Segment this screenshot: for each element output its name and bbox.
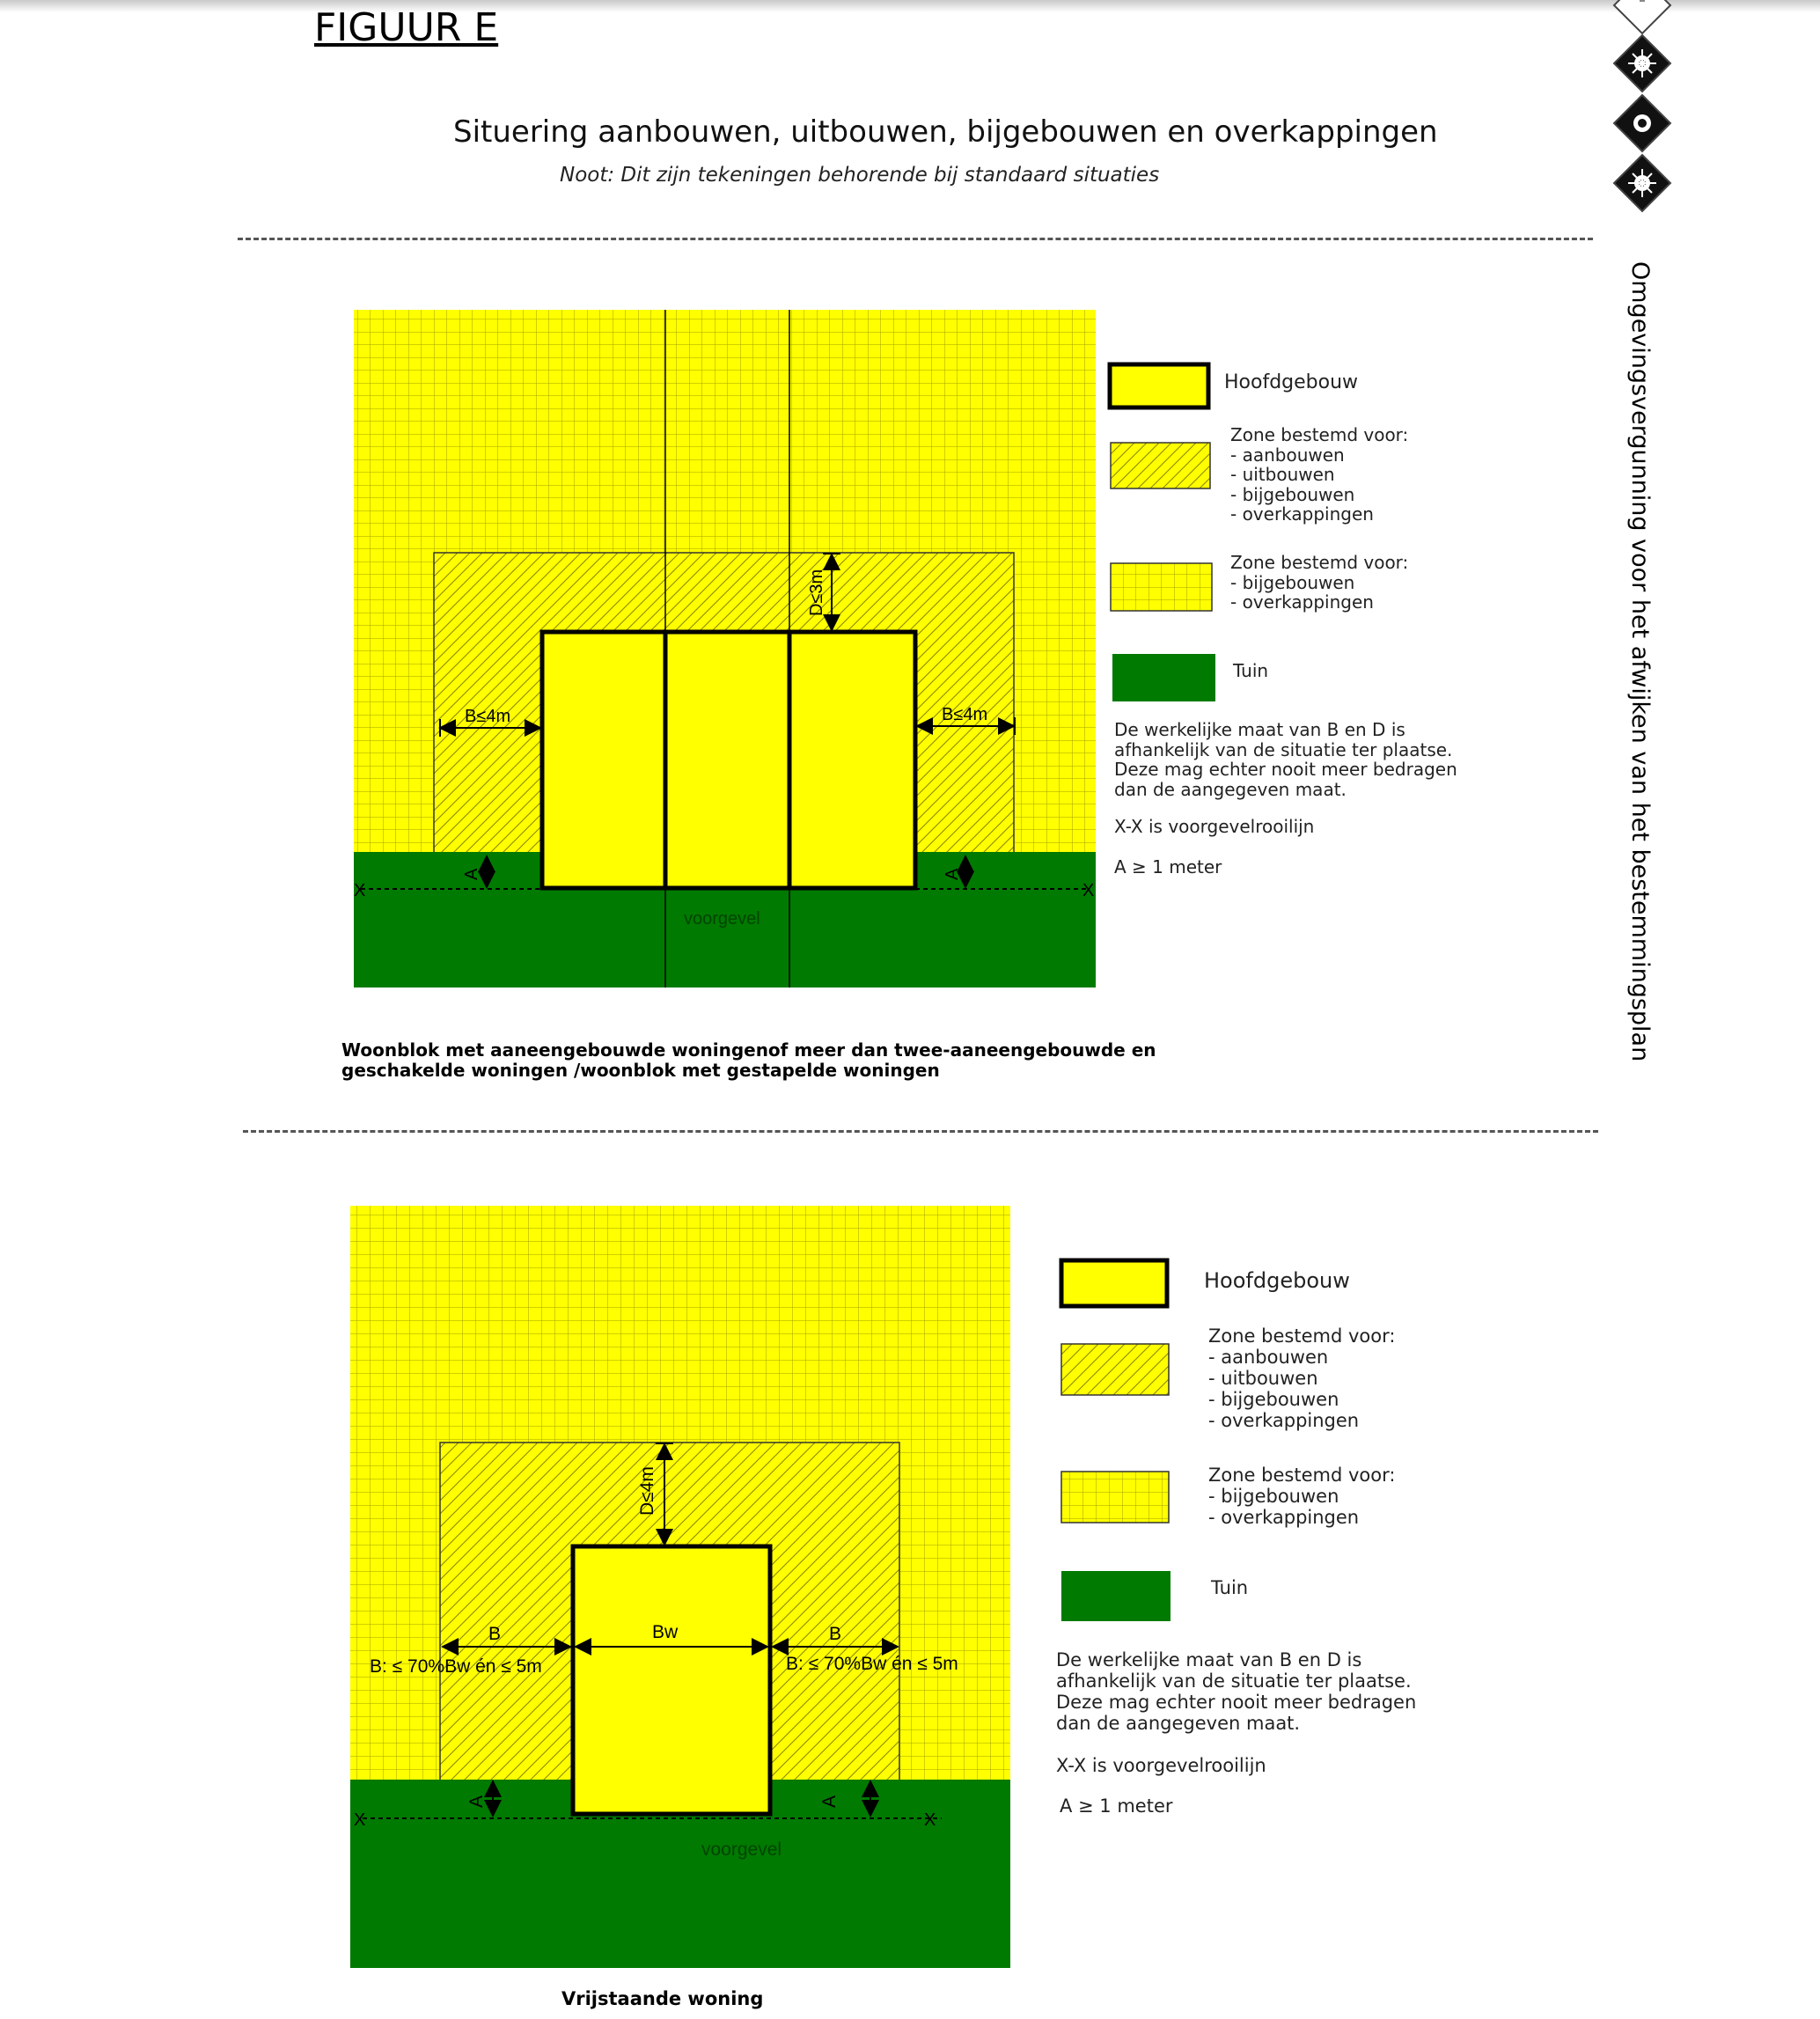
legend-swatch-tuin [1061, 1571, 1171, 1621]
legend2-note: De werkelijke maat van B en D is afhankelijk van de situatie ter plaatse. Deze mag echter nooit meer bedragen dan de aangegeven maat. [1056, 1649, 1417, 1734]
legend-swatch-hoofdgebouw [1061, 1260, 1167, 1306]
legend1-note: De werkelijke maat van B en D is afhankelijk van de situatie ter plaatse. Deze mag echter nooit meer bedragen dan de aangegeven maat. [1114, 719, 1457, 800]
legend2-hoofdgebouw: Hoofdgebouw [1204, 1268, 1350, 1293]
legend2-xx: X-X is voorgevelrooilijn [1056, 1755, 1266, 1776]
side-title: Omgevingsvergunning voor het afwijken van het bestemmingsplan [1626, 261, 1654, 1062]
legend1-a: A ≥ 1 meter [1114, 856, 1222, 877]
b-rule-left-label: B: ≤ 70%Bw én ≤ 5m [370, 1656, 542, 1677]
page-note: Noot: Dit zijn tekeningen behorende bij standaard situaties [560, 164, 1160, 187]
d-label: D≤4m [637, 1466, 657, 1516]
site-plan-diagram-2 [0, 1144, 1820, 2019]
hoofdgebouw-block [542, 632, 915, 888]
b-left-label: B≤4m [465, 707, 511, 726]
legend2-zone2: Zone bestemd voor: - bijgebouwen - overkappingen [1208, 1465, 1396, 1528]
page-title: Situering aanbouwen, uitbouwen, bijgebouwen en overkappingen [453, 114, 1438, 150]
legend2-tuin: Tuin [1211, 1577, 1249, 1598]
legend1-zone2: Zone bestemd voor: - bijgebouwen - overkappingen [1230, 552, 1409, 613]
legend2-zone1: Zone bestemd voor: - aanbouwen - uitbouwen - bijgebouwen - overkappingen [1208, 1325, 1396, 1431]
a-left-label: A [462, 868, 481, 880]
legend-swatch-hoofdgebouw [1110, 364, 1208, 407]
b-left-label: B [488, 1624, 502, 1644]
b-rule-right-label: B: ≤ 70%Bw én ≤ 5m [786, 1654, 958, 1674]
a-right-label: A [943, 868, 962, 880]
legend1-zone1: Zone bestemd voor: - aanbouwen - uitbouwen - bijgebouwen - overkappingen [1230, 424, 1409, 525]
legend-swatch-tuin [1112, 654, 1215, 701]
a-right-label: A [819, 1795, 840, 1808]
diagram1-caption: Woonblok met aaneengebouwde woningenof meer dan twee-aaneengebouwde en geschakelde woningen /woonblok met gestapelde woningen [341, 1039, 1156, 1081]
legend-swatch-zone-hatched [1061, 1344, 1169, 1395]
a-left-label: A [466, 1795, 487, 1808]
legend-swatch-zone-hatched [1111, 443, 1210, 488]
bw-label: Bw [652, 1622, 679, 1642]
legend2-a: A ≥ 1 meter [1060, 1795, 1173, 1817]
legend1-xx: X-X is voorgevelrooilijn [1114, 816, 1315, 837]
legend1-tuin: Tuin [1233, 660, 1269, 681]
voorgevel-label: voorgevel [701, 1839, 782, 1860]
x-right-label: X [1082, 881, 1095, 900]
b-right-label: B≤4m [942, 705, 988, 724]
hoofdgebouw-block [573, 1546, 770, 1814]
legend1-hoofdgebouw: Hoofdgebouw [1224, 371, 1359, 393]
legend-swatch-zone-grid [1061, 1472, 1169, 1523]
legend-swatch-zone-grid [1111, 563, 1212, 611]
diagram2-caption: Vrijstaande woning [561, 1988, 764, 2009]
d-label: D≤3m [807, 569, 826, 616]
b-right-label: B [829, 1624, 842, 1644]
voorgevel-label: voorgevel [684, 909, 760, 929]
x-left-label: X [354, 881, 366, 900]
x-left-label: X [354, 1810, 366, 1830]
separator-middle [243, 1130, 1598, 1133]
figure-label: FIGUUR E [314, 5, 499, 50]
x-right-label: X [924, 1810, 936, 1830]
